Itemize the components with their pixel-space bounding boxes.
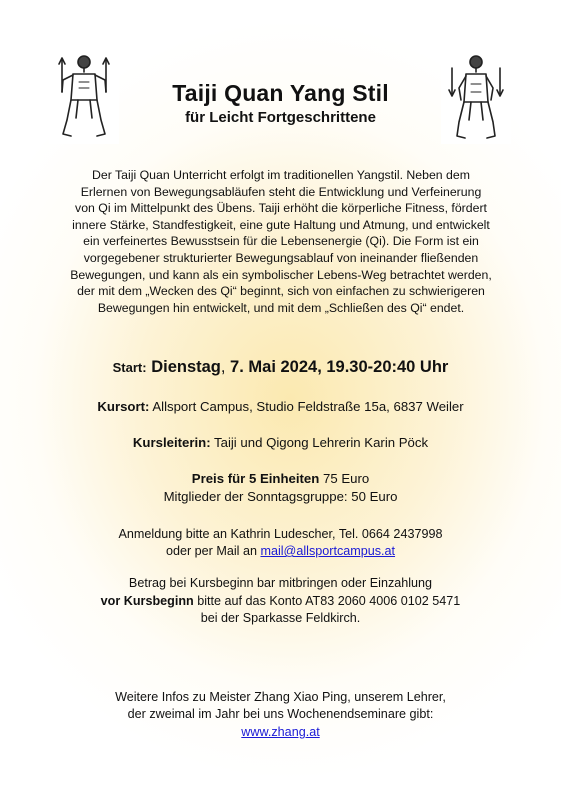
course-instructor-value: Taiji und Qigong Lehrerin Karin Pöck <box>210 435 429 450</box>
email-link[interactable]: mail@allsportcampus.at <box>260 544 396 558</box>
payment-account: bitte auf das Konto AT83 2060 4006 0102 5471 <box>193 594 461 608</box>
course-location <box>0 399 561 414</box>
course-instructor <box>0 435 561 450</box>
intro-line: Bewegungen, und kann als ein symbolischer Lebens-Weg betrachtet werden, <box>70 267 492 282</box>
price-label: Preis für 5 Einheiten <box>191 471 320 486</box>
page-title: Taiji Quan Yang Stil <box>172 80 389 106</box>
registration-line: Anmeldung bitte an Kathrin Ludescher, Tel. 0664 2437998 <box>118 527 443 541</box>
start-day: Dienstag <box>151 358 221 376</box>
course-location-value: Allsport Campus, Studio Feldstraße 15a, 6837 Weiler <box>149 399 464 414</box>
payment-bold: vor Kursbeginn <box>100 594 194 608</box>
intro-line: innere Stärke, Standfestigkeit, eine gute Haltung und Atmung, und entwickelt <box>72 217 490 232</box>
member-price: Mitglieder der Sonntagsgruppe: 50 Euro <box>163 489 398 504</box>
course-instructor-label: Kursleiterin: <box>132 435 211 450</box>
registration-email-line <box>0 544 561 558</box>
intro-line: ein verfeinertes Bewusstsein für die Lebensenergie (Qi). Die Form ist ein <box>83 234 479 249</box>
info-line-1: Weitere Infos zu Meister Zhang Xiao Ping, unserem Lehrer, <box>115 690 446 704</box>
intro-line: vorgegebener strukturierter Bewegungsablauf von ineinander fließenden <box>83 250 479 265</box>
info-line-2: der zweimal im Jahr bei uns Wochenendseminare gibt: <box>127 707 434 721</box>
intro-line: von Qi im Mittelpunkt des Übens. Taiji erhöht die körperliche Fitness, fördert <box>75 201 487 216</box>
course-location-label: Kursort: <box>97 399 150 414</box>
start-date-time: 7. Mai 2024, 19.30-20:40 Uhr <box>230 358 449 376</box>
payment-line-2 <box>0 594 561 608</box>
website-link[interactable]: www.zhang.at <box>241 725 320 739</box>
registration-email-prefix: oder per Mail an <box>165 544 261 558</box>
intro-paragraph <box>56 167 506 316</box>
start-separator: , <box>220 358 231 376</box>
page-subtitle: für Leicht Fortgeschrittene <box>185 109 376 126</box>
start-label: Start: <box>112 360 147 375</box>
intro-line: Der Taiji Quan Unterricht erfolgt im traditionellen Yangstil. Neben dem <box>92 168 470 182</box>
info-link-line <box>0 725 561 739</box>
price-value: 75 Euro <box>319 471 370 486</box>
intro-line: Bewegungen hin entwickelt, und mit dem „Schließen des Qi“ endet. <box>97 300 465 315</box>
start-info <box>0 358 561 377</box>
payment-line-3: bei der Sparkasse Feldkirch. <box>200 611 361 625</box>
intro-line: der mit dem „Wecken des Qi“ beginnt, sich von einfachen zu schwierigeren <box>77 284 485 299</box>
intro-line: Erlernen von Bewegungsabläufen steht die Entwicklung und Verfeinerung <box>80 184 482 199</box>
price-info <box>0 471 561 486</box>
payment-line-1: Betrag bei Kursbeginn bar mitbringen oder Einzahlung <box>128 576 433 590</box>
